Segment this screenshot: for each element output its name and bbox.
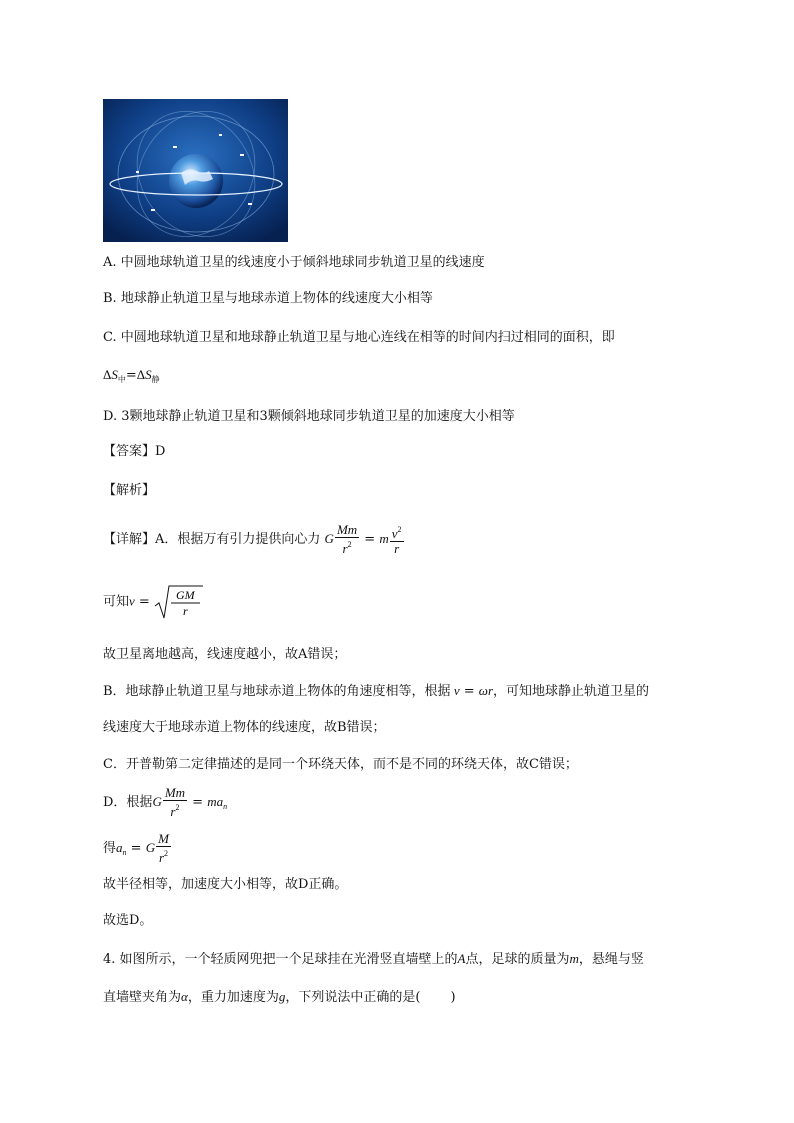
svg-text:GM: GM (175, 588, 195, 602)
detail-d-conclusion: 故半径相等，加速度大小相等，故D正确。 (103, 877, 348, 892)
answer-value: D (155, 444, 166, 459)
detail-d-formula2: 得$a_n = G$ $\frac{M}{r^2}$ (103, 831, 169, 865)
sqrt-icon (154, 584, 204, 620)
option-a: A. 中圆地球轨道卫星的线速度小于倾斜地球同步轨道卫星的线速度 (103, 255, 485, 270)
detail-a-conclusion: 故卫星离地越高，线速度越小，故A错误； (103, 647, 347, 662)
question-4-line1: 4. 如图所示，一个轻质网兜把一个足球挂在光滑竖直墙壁上的A点，足球的质量为m，悬绳与竖 (103, 951, 644, 967)
detail-c-line: C．开普勒第二定律描述的是同一个环绕天体，而不是不同的环绕天体，故C错误； (103, 757, 578, 772)
detail-d-formula1: D．根据G $\frac{Mm}{r^2}$ = $ma_n$ (103, 785, 228, 819)
detail-b-line1: B．地球静止轨道卫星与地球赤道上物体的角速度相等，根据 v = ωr，可知地球静止轨道卫星的 (103, 683, 650, 699)
answer-line (103, 443, 165, 461)
analysis-label: 【解析】 (103, 483, 156, 498)
option-c-formula: $\Delta S_中=\Delta S_静$ (103, 367, 160, 384)
satellite-orbit-image (103, 99, 288, 242)
question-4-line2: 直墙壁夹角为α，重力加速度为g，下列说法中正确的是( ) (103, 989, 456, 1005)
option-d: D. 3颗地球静止轨道卫星和3颗倾斜地球同步轨道卫星的加速度大小相等 (103, 409, 515, 424)
option-c: C. 中圆地球轨道卫星和地球静止轨道卫星与地心连线在相等的时间内扫过相同的面积，即 (103, 330, 615, 345)
detail-a-formula: 可知v = GM r (103, 584, 204, 620)
detail-b-line2: 线速度大于地球赤道上物体的线速度，故B错误； (103, 720, 386, 735)
option-b: B. 地球静止轨道卫星与地球赤道上物体的线速度大小相等 (103, 291, 433, 306)
svg-text:r: r (182, 604, 188, 618)
choose-line: 故选D。 (103, 913, 153, 928)
answer-label: 【答案】 (103, 444, 156, 459)
detail-a-line: 【详解】A．根据万有引力提供向心力 G $\frac{Mm}{r^2}$ = m $\frac{v^2}{r}$ (103, 522, 402, 556)
